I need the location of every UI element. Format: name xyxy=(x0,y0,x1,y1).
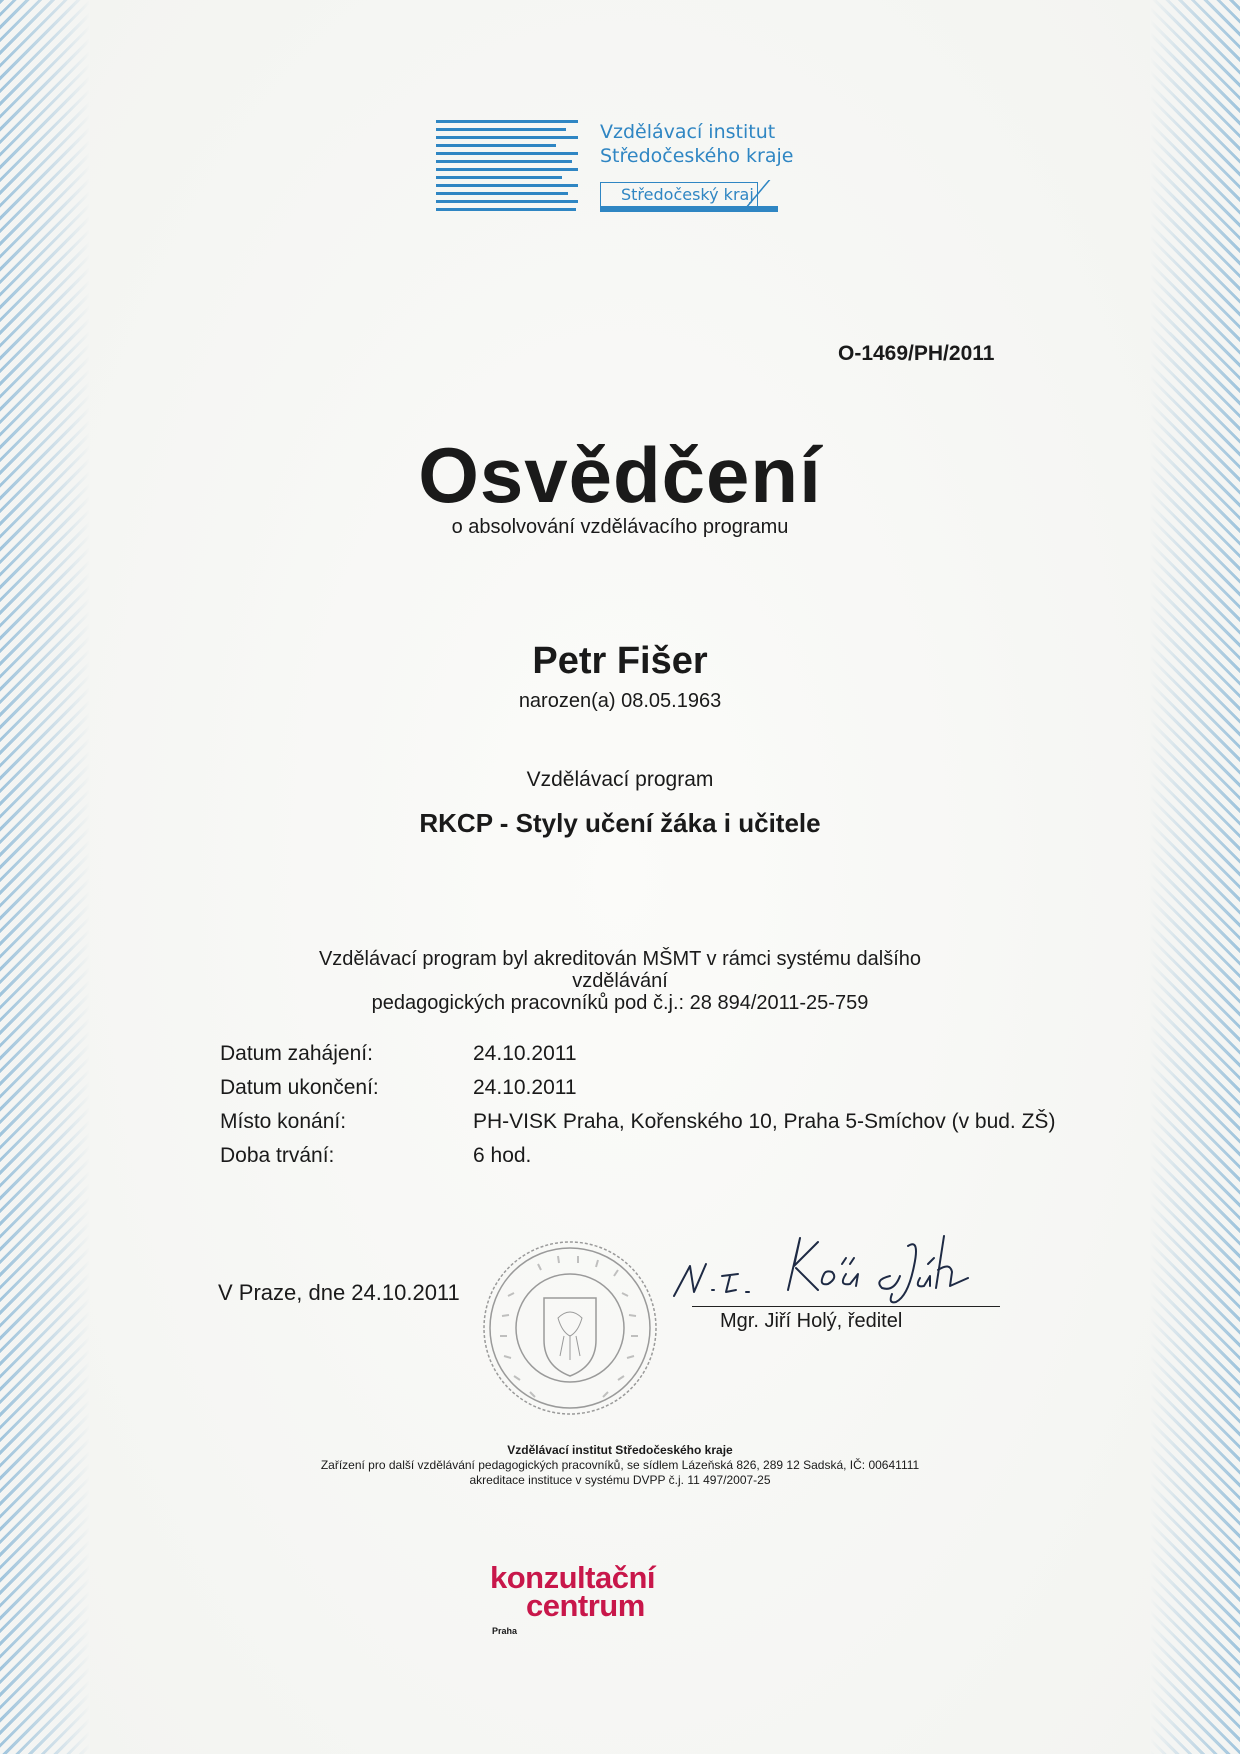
signatory-name: Mgr. Jiří Holý, ředitel xyxy=(720,1310,903,1332)
accreditation-line-1: Vzdělávací program byl akreditován MŠMT v rámci systému dalšího xyxy=(318,948,922,970)
program-label: Vzdělávací program xyxy=(526,768,714,791)
logo-region-band xyxy=(600,182,778,212)
detail-row-duration xyxy=(220,1144,1140,1178)
logo-line-2: Středočeského kraje xyxy=(600,145,794,167)
detail-row-venue xyxy=(220,1110,1140,1144)
recipient-birthdate: narozen(a) 08.05.1963 xyxy=(518,690,722,712)
detail-label: Místo konání: xyxy=(220,1110,347,1133)
detail-value: 24.10.2011 xyxy=(473,1042,577,1065)
right-decorative-border xyxy=(1150,0,1240,1754)
detail-value: 6 hod. xyxy=(473,1144,532,1167)
partner-logo xyxy=(490,1560,670,1636)
accreditation-line-2: vzdělávání xyxy=(572,970,668,992)
accreditation-text xyxy=(0,948,1240,1014)
footer-institute: Vzdělávací institut Středočeského kraje xyxy=(507,1443,733,1457)
signature-icon xyxy=(668,1226,1008,1306)
detail-row-start xyxy=(220,1042,1140,1076)
detail-value: PH-VISK Praha, Kořenského 10, Praha 5-Smíchov (v bud. ZŠ) xyxy=(473,1110,1056,1133)
footer-address: Zařízení pro další vzdělávání pedagogických pracovníků, se sídlem Lázeňská 826, 289 12 Sadská, IČ: 00641111 xyxy=(320,1458,920,1472)
footer-accreditation: akreditace instituce v systému DVPP č.j. 11 497/2007-25 xyxy=(469,1473,771,1487)
logo-stripes-icon xyxy=(436,120,578,220)
certificate-sheet xyxy=(90,0,1150,1754)
detail-label: Datum ukončení: xyxy=(220,1076,379,1099)
detail-value: 24.10.2011 xyxy=(473,1076,577,1099)
program-name: RKCP - Styly učení žáka i učitele xyxy=(419,808,821,838)
place-and-date: V Praze, dne 24.10.2011 xyxy=(218,1280,460,1305)
footer-info xyxy=(0,1443,1240,1488)
logo-institute-name xyxy=(600,120,793,168)
partner-logo-word-1: konzultační xyxy=(490,1560,656,1595)
detail-label: Datum zahájení: xyxy=(220,1042,373,1065)
detail-row-end xyxy=(220,1076,1140,1110)
logo-line-1: Vzdělávací institut xyxy=(600,121,776,143)
institute-logo xyxy=(436,120,796,220)
reference-number: O-1469/PH/2011 xyxy=(838,342,995,365)
recipient-name: Petr Fišer xyxy=(532,640,708,682)
course-details xyxy=(220,1042,1140,1178)
detail-label: Doba trvání: xyxy=(220,1144,335,1167)
certificate-title: Osvědčení xyxy=(418,431,822,519)
certificate-subtitle: o absolvování vzdělávacího programu xyxy=(451,516,789,538)
logo-region-label: Středočeský kraj xyxy=(600,182,758,208)
partner-logo-city: Praha xyxy=(492,1626,518,1636)
accreditation-line-3: pedagogických pracovníků pod č.j.: 28 894/2011-25-759 xyxy=(371,992,869,1014)
partner-logo-word-2: centrum xyxy=(526,1588,645,1623)
signature-line xyxy=(692,1306,1000,1307)
official-seal-icon xyxy=(478,1236,662,1420)
logo-region-bar xyxy=(600,206,778,212)
left-decorative-border xyxy=(0,0,90,1754)
